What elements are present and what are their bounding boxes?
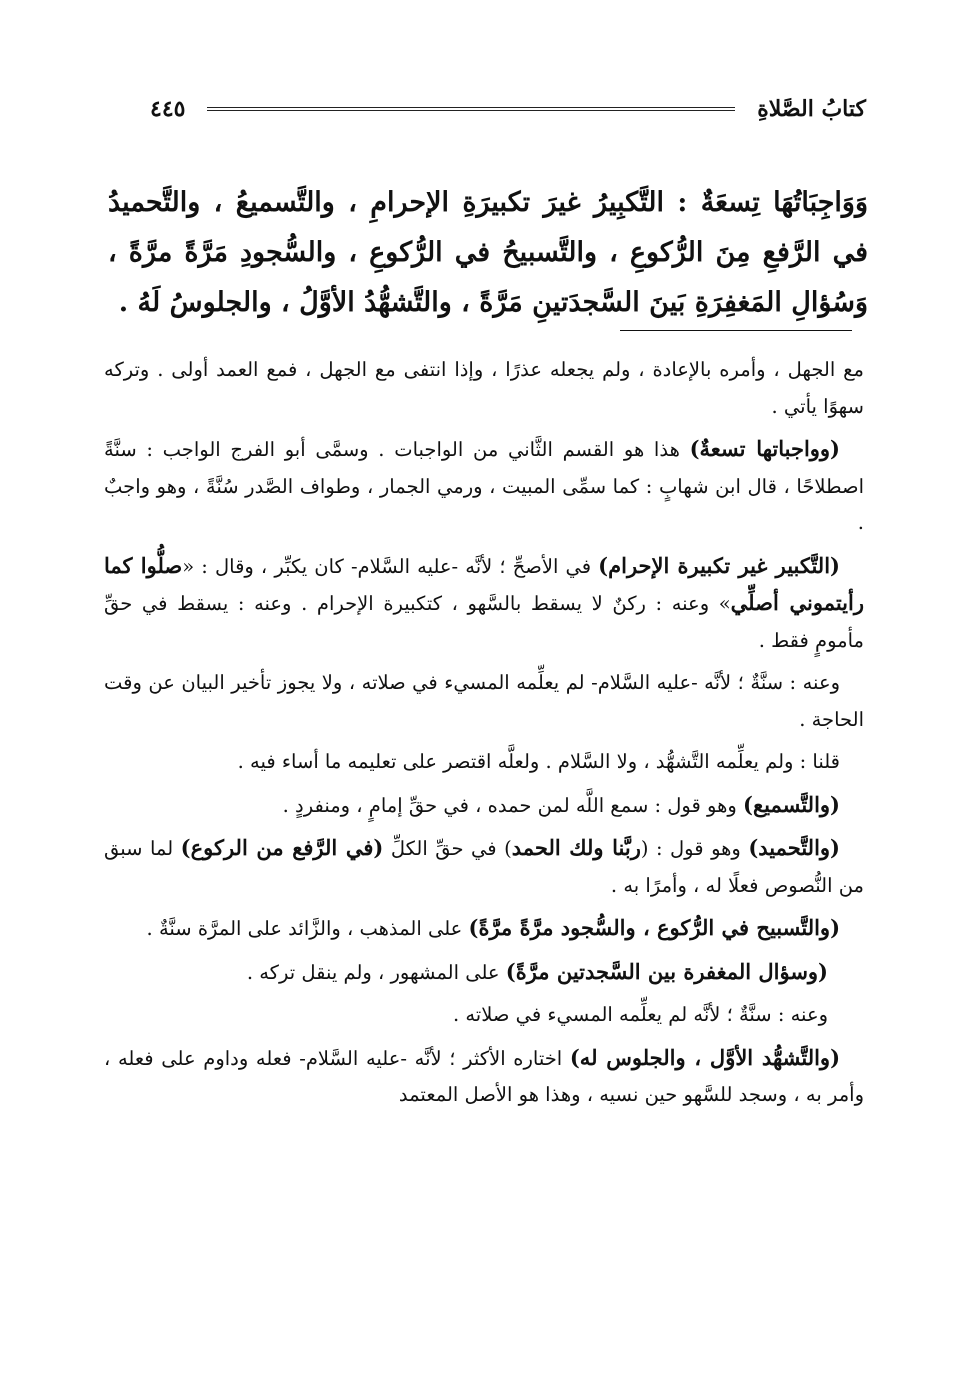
paragraph-text: وعنه : سنَّةٌ ؛ لأنَّه -عليه السَّلام- لم يعلِّمه المسيء في صلاته ، ولا يجوز تأخير البيان عن وقت الحاجة .: [104, 671, 864, 731]
quoted-matn: (والتَّسميع): [743, 791, 840, 817]
paragraph-text: قلنا : ولم يعلِّمه التَّشهُّد ، ولا السَّلام . ولعلَّه اقتصر على تعليمه ما أساء فيه .: [237, 750, 840, 773]
commentary-paragraph-10: [104, 997, 864, 1034]
commentary-paragraph-9: [104, 954, 864, 992]
commentary-paragraph-2: [104, 431, 864, 542]
commentary-paragraph-4: [104, 665, 864, 738]
commentary: [104, 352, 864, 1120]
paragraph-text: وهو قول : سمع اللَّه لمن حمده ، في حقِّ إمامٍ ، ومنفردٍ .: [282, 793, 744, 817]
commentary-paragraph-7: [104, 830, 864, 904]
paragraph-text: لما سبق من النُّصوص فعلًا له ، وأمرًا به .: [104, 837, 864, 897]
running-title: كتابُ الصَّلاةِ: [757, 96, 866, 122]
matn-text: وَوَاجِبَاتُهَا تِسعَةٌ : التَّكبِيرُ غيرَ تكبيرَةِ الإحرامِ ، والتَّسميعُ ، والتَّحميدُ في الرَّفعِ مِنَ الرُّكوعِ ، والتَّسبيحُ في الرُّكوعِ ، والسُّجودِ مَرَّةً مرَّةً ، وَسُؤالِ المَغفِرَةِ بَينَ السَّجدَتينِ مَرَّةً ، والتَّشهُّدُ الأوَّلُ ، والجلوسُ لَهُ .: [108, 187, 868, 318]
footnote-separator: [620, 330, 852, 331]
commentary-paragraph-6: [104, 787, 864, 825]
commentary-paragraph-5: [104, 744, 864, 781]
paragraph-text: في الأصحِّ ؛ لأنَّه -عليه السَّلام- كان يكبِّر ، وقال : «: [182, 554, 599, 578]
quoted-matn: (والتَّشهُّد الأوَّل ، والجلوس له): [569, 1044, 840, 1070]
quoted-matn: (والتَّسبيح في الرُّكوع ، والسُّجود مرَّةً مرَّةً): [468, 915, 840, 940]
header-rule: [207, 107, 735, 111]
hadith-quote: صلُّوا كما رأيتموني أصلِّي: [104, 552, 864, 615]
paragraph-text: على المشهور ، ولم ينقل تركه .: [246, 960, 506, 984]
commentary-paragraph-8: [104, 910, 864, 948]
paragraph-text: على المذهب ، والزَّائد على المرَّة سنَّةٌ .: [146, 917, 469, 940]
paragraph-text: هذا هو القسم الثَّاني من الواجبات . وسمَّى أبو الفرج الواجب : سنَّةً اصطلاحًا ، قال ابن شهابٍ : كما سمِّى المبيت ، ورمي الجمار ، وطواف الصَّدر سُنَّةً ، وهو واجبٌ .: [104, 438, 864, 534]
commentary-paragraph-3: [104, 548, 864, 660]
quoted-matn: (والتَّحميد): [748, 835, 840, 860]
paragraph-text: اختاره الأكثر ؛ لأنَّه -عليه السَّلام- فعله وداوم على فعله ، وأمر به ، وسجد للسَّهو حين نسيه ، وهذا هو الأصل المعتمد: [104, 1046, 864, 1106]
paragraph-text: مع الجهل ، وأمره بالإعادة ، ولم يجعله عذرًا ، وإذا انتفى مع الجهل ، فمع العمد أولى . وتركه سهوًا يأتي .: [104, 358, 864, 418]
quoted-matn: (التَّكبير غير تكبيرة الإحرام): [598, 552, 840, 578]
quoted-matn: (وسؤال المغفرة بين السَّجدتين مرَّةً): [505, 958, 828, 984]
quoted-matn: (وواجباتها تسعةٌ): [689, 436, 840, 461]
quoted-matn: (في الرَّفع من الركوع): [180, 835, 384, 860]
paragraph-text: وهو قول : (: [640, 837, 749, 860]
commentary-paragraph-1: [104, 352, 864, 425]
paragraph-text: » وعنه : ركنٌ لا يسقط بالسَّهو ، كتكبيرة الإحرام . وعنه : يسقط في حقِّ مأمومٍ فقط .: [104, 592, 864, 652]
dhikr-quote: ربَّنا ولك الحمد: [511, 835, 641, 860]
commentary-paragraph-11: [104, 1040, 864, 1114]
page-header: [150, 92, 866, 126]
page-number: ٤٤٥: [150, 96, 186, 122]
paragraph-text: ) في حقِّ الكلِّ: [383, 837, 512, 860]
paragraph-text: وعنه : سنَّةٌ ؛ لأنَّه لم يعلِّمه المسيء في صلاته .: [452, 1003, 828, 1026]
